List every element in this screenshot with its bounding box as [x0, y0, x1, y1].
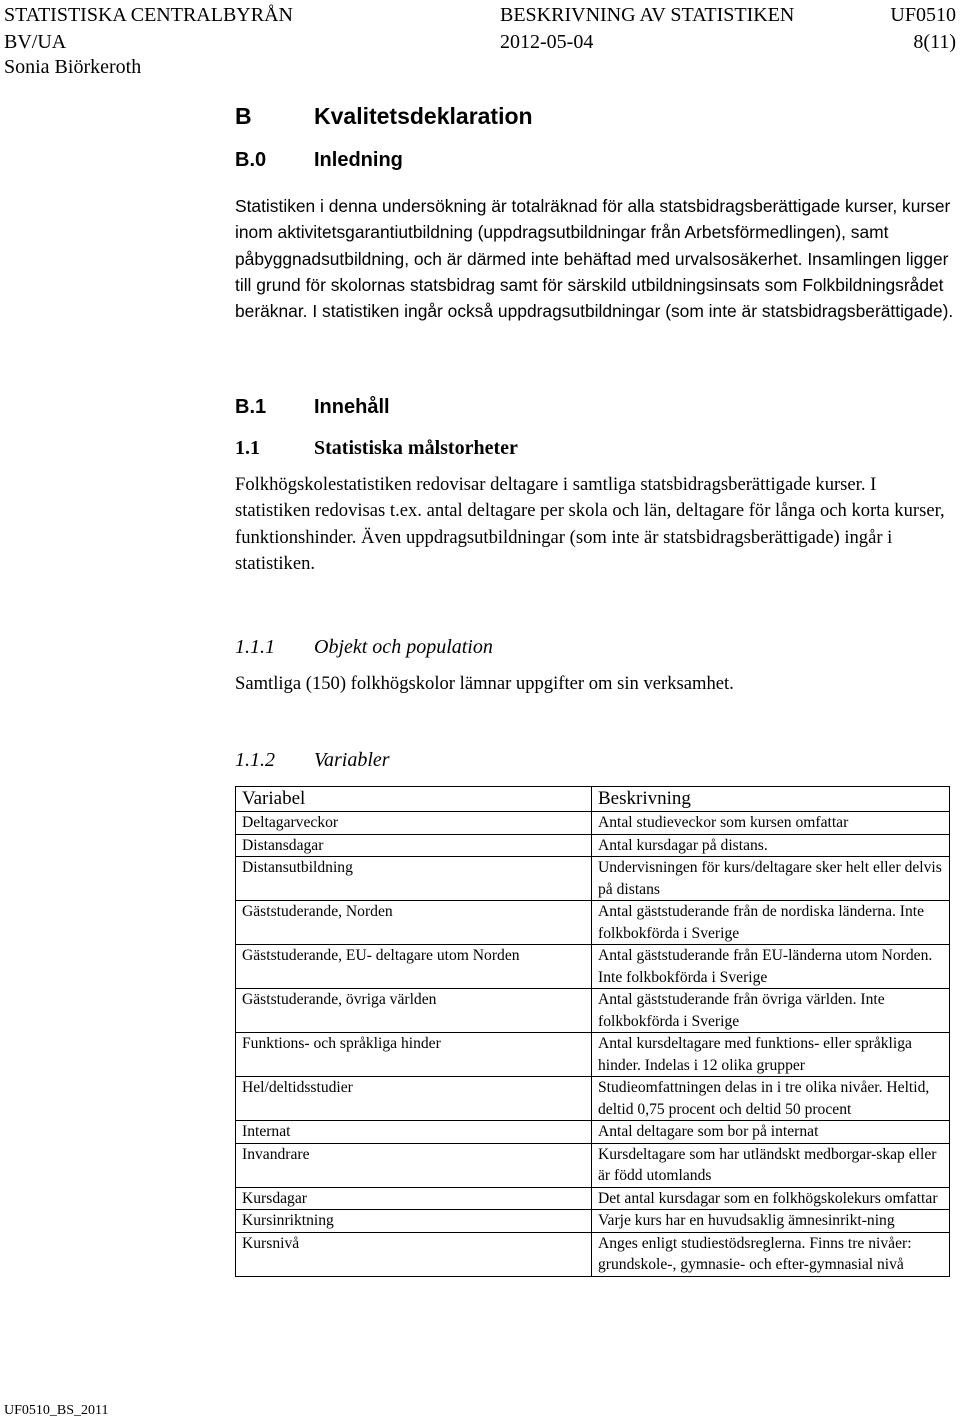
description-cell: Antal deltagare som bor på internat: [592, 1121, 950, 1144]
section-1-1-1-title: Objekt och population: [314, 636, 493, 658]
header-org: STATISTISKA CENTRALBYRÅN: [4, 4, 293, 26]
table-row: [236, 1077, 950, 1121]
table-row: [236, 834, 950, 857]
description-cell: Det antal kursdagar som en folkhögskolekurs omfattar: [592, 1187, 950, 1210]
variable-cell: Invandrare: [236, 1143, 592, 1187]
variable-cell: Gäststuderande, Norden: [236, 901, 592, 945]
variable-cell: Internat: [236, 1121, 592, 1144]
variable-cell: Gäststuderande, EU- deltagare utom Norden: [236, 945, 592, 989]
variable-cell: Distansutbildning: [236, 857, 592, 901]
description-cell: Varje kurs har en huvudsaklig ämnesinrikt-ning: [592, 1210, 950, 1233]
variable-cell: Distansdagar: [236, 834, 592, 857]
header-page: 8(11): [913, 31, 956, 53]
section-1-1-text: Folkhögskolestatistiken redovisar deltagare i samtliga statsbidragsberättigade kurser. I statistiken redovisas t.ex. antal deltagare per skola och län, deltagare för långa och korta kurser, funktionshinder. Även uppdragsutbildningar (som inte är statsbidragsberättigade) ingår i statistiken.: [235, 474, 945, 574]
table-row: [236, 857, 950, 901]
section-1-1-2-title: Variabler: [314, 749, 390, 771]
variable-cell: Gäststuderande, övriga världen: [236, 989, 592, 1033]
description-cell: Undervisningen för kurs/deltagare sker helt eller delvis på distans: [592, 857, 950, 901]
table-row: [236, 901, 950, 945]
header-date: 2012-05-04: [500, 31, 594, 53]
section-1-1-1-text: Samtliga (150) folkhögskolor lämnar uppgifter om sin verksamhet.: [235, 673, 734, 694]
description-cell: Anges enligt studiestödsreglerna. Finns tre nivåer: grundskole-, gymnasie- och efter-gymnasial nivå: [592, 1232, 950, 1276]
section-b-number: B: [235, 103, 252, 129]
description-cell: Antal gäststuderande från övriga världen. Inte folkbokförda i Sverige: [592, 989, 950, 1033]
variable-cell: Deltagarveckor: [236, 812, 592, 835]
section-b0-number: B.0: [235, 149, 267, 171]
table-row: [236, 989, 950, 1033]
header-doc-type: BESKRIVNING AV STATISTIKEN: [500, 4, 795, 26]
table-header-row: [236, 787, 950, 812]
table-row: [236, 1121, 950, 1144]
section-b0-text: Statistiken i denna undersökning är totalräknad för alla statsbidragsberättigade kurser, kurser inom aktivitetsgarantiutbildning (uppdragsutbildningar från Arbetsförmedlingen), samt påbyggnadsutbildning, och är därmed inte behäftad med urvalsosäkerhet. Insamlingen ligger till grund för skolornas statsbidrag samt för särskild utbildningsinsats som Folkbildningsrådet beräknar. I statistiken ingår också uppdragsutbildningar (som inte är statsbidragsberättigade).: [235, 196, 954, 322]
header-dept: BV/UA: [4, 31, 67, 53]
section-1-1-number: 1.1: [235, 437, 260, 459]
section-b1-title: Innehåll: [314, 396, 390, 418]
header-code: UF0510: [890, 4, 956, 26]
table-row: [236, 1187, 950, 1210]
description-cell: Studieomfattningen delas in i tre olika nivåer. Heltid, deltid 0,75 procent och deltid 50 procent: [592, 1077, 950, 1121]
table-row: [236, 1143, 950, 1187]
header-author: Sonia Biörkeroth: [4, 56, 142, 78]
description-cell: Antal kursdagar på distans.: [592, 834, 950, 857]
variable-cell: Kursnivå: [236, 1232, 592, 1276]
column-header-variable: Variabel: [236, 787, 592, 812]
variable-cell: Kursinriktning: [236, 1210, 592, 1233]
variable-cell: Kursdagar: [236, 1187, 592, 1210]
variables-table: [235, 786, 950, 1277]
table-row: [236, 812, 950, 835]
variable-cell: Hel/deltidsstudier: [236, 1077, 592, 1121]
description-cell: Antal gäststuderande från de nordiska länderna. Inte folkbokförda i Sverige: [592, 901, 950, 945]
table-row: [236, 1210, 950, 1233]
section-1-1-1-number: 1.1.1: [235, 636, 275, 658]
section-1-1-title: Statistiska målstorheter: [314, 437, 518, 459]
table-row: [236, 945, 950, 989]
section-b0-title: Inledning: [314, 149, 403, 171]
variable-cell: Funktions- och språkliga hinder: [236, 1033, 592, 1077]
description-cell: Antal kursdeltagare med funktions- eller språkliga hinder. Indelas i 12 olika grupper: [592, 1033, 950, 1077]
section-b1-number: B.1: [235, 396, 267, 418]
column-header-description: Beskrivning: [592, 787, 950, 812]
table-row: [236, 1232, 950, 1276]
footer-label: UF0510_BS_2011: [4, 1403, 109, 1418]
section-1-1-2-number: 1.1.2: [235, 749, 275, 771]
description-cell: Antal studieveckor som kursen omfattar: [592, 812, 950, 835]
table-row: [236, 1033, 950, 1077]
section-b-title: Kvalitetsdeklaration: [314, 103, 533, 129]
description-cell: Antal gäststuderande från EU-länderna utom Norden. Inte folkbokförda i Sverige: [592, 945, 950, 989]
description-cell: Kursdeltagare som har utländskt medborgar-skap eller är född utomlands: [592, 1143, 950, 1187]
